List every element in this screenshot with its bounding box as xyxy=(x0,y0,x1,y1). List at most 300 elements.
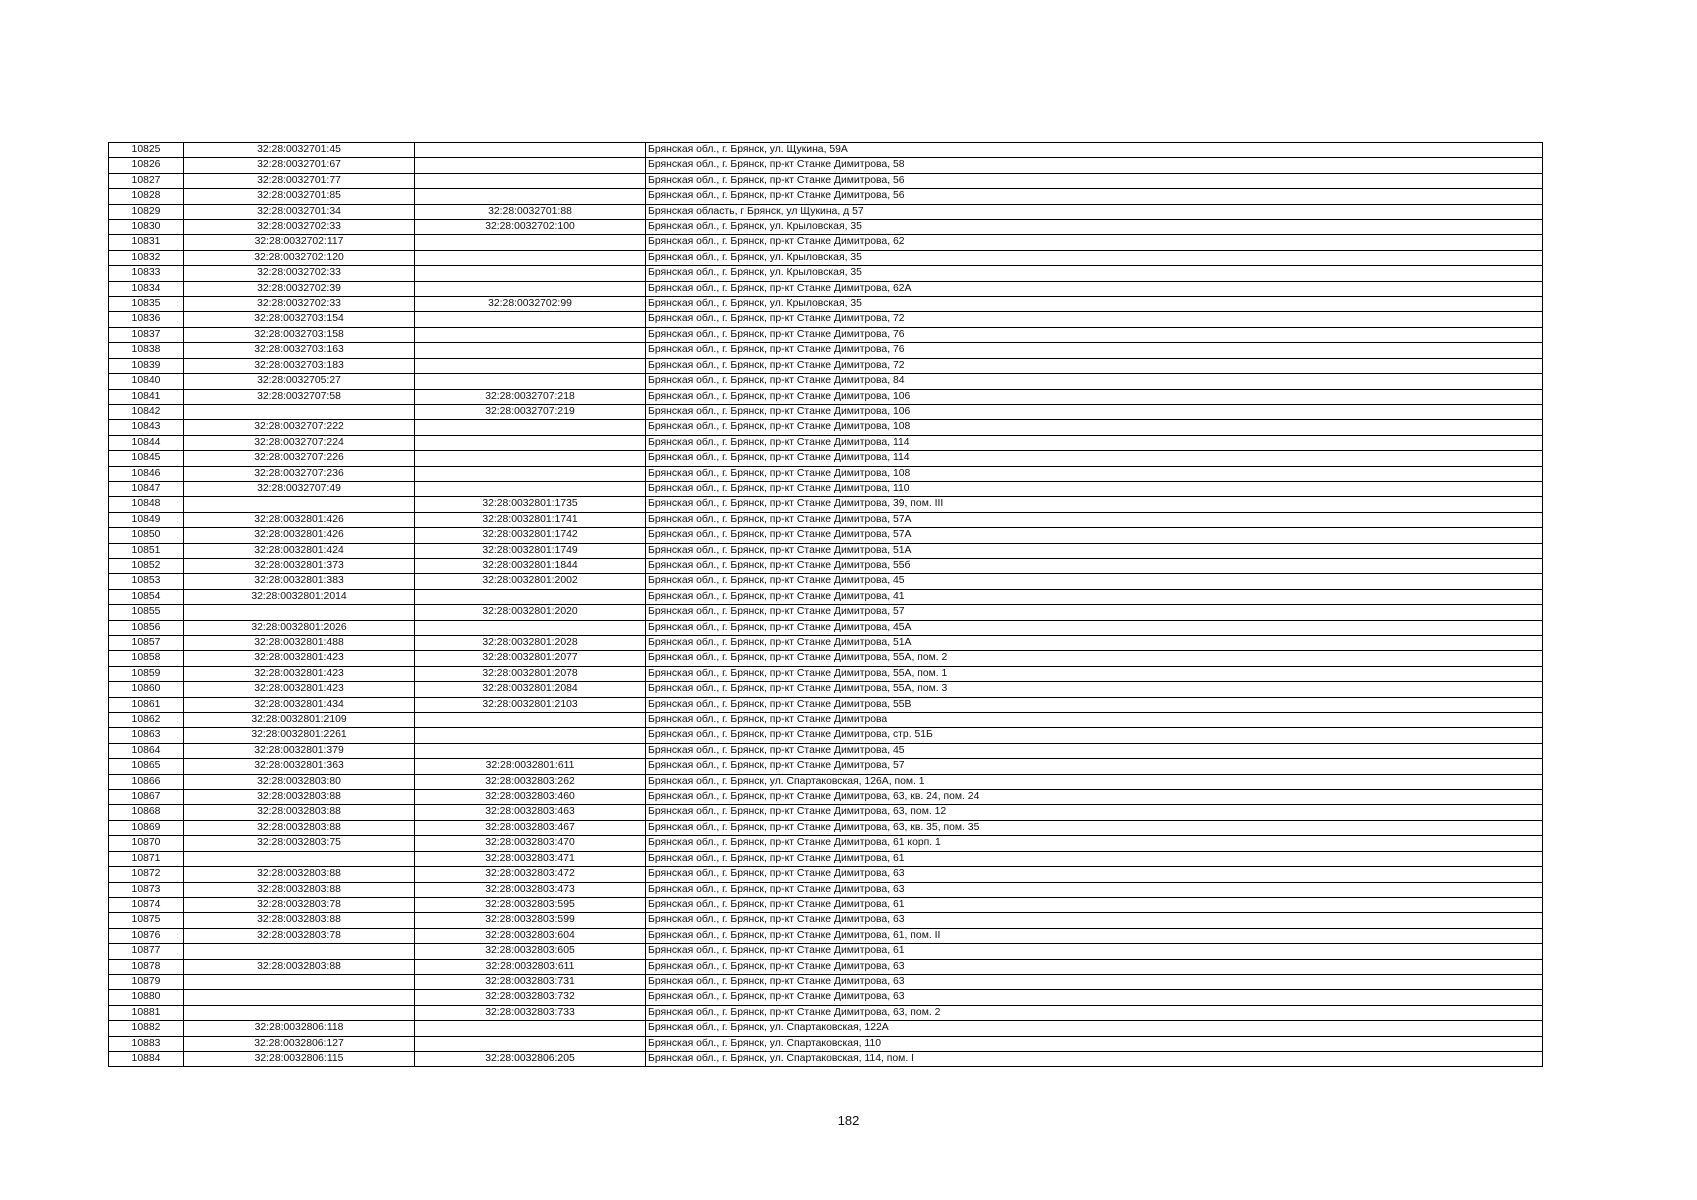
address-cell: Брянская обл., г. Брянск, пр-кт Станке Димитрова, 63, кв. 24, пом. 24 xyxy=(646,790,1543,805)
land-cadastral-number-cell: 32:28:0032702:33 xyxy=(184,297,415,312)
land-cadastral-number-cell: 32:28:0032803:88 xyxy=(184,867,415,882)
land-cadastral-number-cell xyxy=(184,990,415,1005)
address-cell: Брянская обл., г. Брянск, пр-кт Станке Димитрова, 84 xyxy=(646,374,1543,389)
table-row xyxy=(109,435,1543,450)
land-cadastral-number-cell: 32:28:0032701:45 xyxy=(184,143,415,158)
table-row xyxy=(109,327,1543,342)
address-cell: Брянская обл., г. Брянск, пр-кт Станке Димитрова, 63 xyxy=(646,882,1543,897)
object-cadastral-number-cell: 32:28:0032803:595 xyxy=(415,897,646,912)
row-number-cell: 10844 xyxy=(109,435,184,450)
row-number-cell: 10870 xyxy=(109,836,184,851)
row-number-cell: 10857 xyxy=(109,636,184,651)
land-cadastral-number-cell: 32:28:0032801:363 xyxy=(184,759,415,774)
object-cadastral-number-cell xyxy=(415,713,646,728)
row-number-cell: 10880 xyxy=(109,990,184,1005)
object-cadastral-number-cell: 32:28:0032803:604 xyxy=(415,928,646,943)
row-number-cell: 10825 xyxy=(109,143,184,158)
table-row xyxy=(109,1021,1543,1036)
object-cadastral-number-cell: 32:28:0032803:605 xyxy=(415,944,646,959)
address-cell: Брянская обл., г. Брянск, ул. Спартаковская, 110 xyxy=(646,1036,1543,1051)
land-cadastral-number-cell: 32:28:0032803:88 xyxy=(184,959,415,974)
address-cell: Брянская обл., г. Брянск, пр-кт Станке Димитрова, 55А, пом. 1 xyxy=(646,666,1543,681)
table-row xyxy=(109,620,1543,635)
land-cadastral-number-cell: 32:28:0032701:34 xyxy=(184,204,415,219)
object-cadastral-number-cell xyxy=(415,173,646,188)
land-cadastral-number-cell: 32:28:0032707:222 xyxy=(184,420,415,435)
address-cell: Брянская обл., г. Брянск, пр-кт Станке Димитрова, 62 xyxy=(646,235,1543,250)
object-cadastral-number-cell: 32:28:0032801:1735 xyxy=(415,497,646,512)
object-cadastral-number-cell: 32:28:0032801:2078 xyxy=(415,666,646,681)
address-cell: Брянская обл., г. Брянск, пр-кт Станке Димитрова, 57 xyxy=(646,759,1543,774)
table-row xyxy=(109,404,1543,419)
land-cadastral-number-cell: 32:28:0032803:88 xyxy=(184,790,415,805)
table-row xyxy=(109,374,1543,389)
table-row xyxy=(109,512,1543,527)
land-cadastral-number-cell: 32:28:0032801:2109 xyxy=(184,713,415,728)
table-row xyxy=(109,713,1543,728)
land-cadastral-number-cell: 32:28:0032803:88 xyxy=(184,805,415,820)
land-cadastral-number-cell: 32:28:0032806:115 xyxy=(184,1051,415,1066)
table-row xyxy=(109,574,1543,589)
address-cell: Брянская обл., г. Брянск, ул. Спартаковская, 122А xyxy=(646,1021,1543,1036)
land-cadastral-number-cell xyxy=(184,1005,415,1020)
address-cell: Брянская обл., г. Брянск, пр-кт Станке Димитрова, 63 xyxy=(646,990,1543,1005)
table-row xyxy=(109,528,1543,543)
address-cell: Брянская обл., г. Брянск, пр-кт Станке Димитрова, 108 xyxy=(646,420,1543,435)
table-row xyxy=(109,451,1543,466)
table-row xyxy=(109,728,1543,743)
address-cell: Брянская обл., г. Брянск, пр-кт Станке Димитрова, 63 xyxy=(646,867,1543,882)
row-number-cell: 10869 xyxy=(109,820,184,835)
table-row xyxy=(109,790,1543,805)
land-cadastral-number-cell: 32:28:0032806:118 xyxy=(184,1021,415,1036)
address-cell: Брянская обл., г. Брянск, пр-кт Станке Димитрова, 51А xyxy=(646,543,1543,558)
row-number-cell: 10850 xyxy=(109,528,184,543)
address-cell: Брянская обл., г. Брянск, пр-кт Станке Димитрова, 61, пом. II xyxy=(646,928,1543,943)
row-number-cell: 10832 xyxy=(109,250,184,265)
object-cadastral-number-cell xyxy=(415,620,646,635)
land-cadastral-number-cell: 32:28:0032707:58 xyxy=(184,389,415,404)
table-row xyxy=(109,558,1543,573)
object-cadastral-number-cell: 32:28:0032707:219 xyxy=(415,404,646,419)
table-row xyxy=(109,389,1543,404)
table-row xyxy=(109,204,1543,219)
table-row xyxy=(109,281,1543,296)
table-row xyxy=(109,358,1543,373)
object-cadastral-number-cell: 32:28:0032803:472 xyxy=(415,867,646,882)
land-cadastral-number-cell: 32:28:0032801:423 xyxy=(184,666,415,681)
object-cadastral-number-cell xyxy=(415,158,646,173)
address-cell: Брянская обл., г. Брянск, пр-кт Станке Димитрова, 63 xyxy=(646,913,1543,928)
object-cadastral-number-cell: 32:28:0032707:218 xyxy=(415,389,646,404)
table-row xyxy=(109,250,1543,265)
row-number-cell: 10871 xyxy=(109,851,184,866)
table-row xyxy=(109,697,1543,712)
table-row xyxy=(109,974,1543,989)
address-cell: Брянская обл., г. Брянск, пр-кт Станке Димитрова, 57А xyxy=(646,528,1543,543)
table-row xyxy=(109,666,1543,681)
object-cadastral-number-cell xyxy=(415,358,646,373)
land-cadastral-number-cell: 32:28:0032803:88 xyxy=(184,913,415,928)
object-cadastral-number-cell xyxy=(415,435,646,450)
row-number-cell: 10833 xyxy=(109,266,184,281)
table-row xyxy=(109,944,1543,959)
object-cadastral-number-cell: 32:28:0032801:2028 xyxy=(415,636,646,651)
land-cadastral-number-cell: 32:28:0032803:78 xyxy=(184,897,415,912)
cadastral-table xyxy=(108,142,1543,1067)
land-cadastral-number-cell: 32:28:0032803:88 xyxy=(184,820,415,835)
land-cadastral-number-cell: 32:28:0032801:373 xyxy=(184,558,415,573)
object-cadastral-number-cell: 32:28:0032803:460 xyxy=(415,790,646,805)
address-cell: Брянская обл., г. Брянск, пр-кт Станке Димитрова, 45 xyxy=(646,743,1543,758)
land-cadastral-number-cell: 32:28:0032701:85 xyxy=(184,189,415,204)
land-cadastral-number-cell: 32:28:0032707:49 xyxy=(184,481,415,496)
table-row xyxy=(109,805,1543,820)
address-cell: Брянская обл., г. Брянск, ул. Крыловская, 35 xyxy=(646,297,1543,312)
object-cadastral-number-cell: 32:28:0032806:205 xyxy=(415,1051,646,1066)
object-cadastral-number-cell xyxy=(415,266,646,281)
land-cadastral-number-cell: 32:28:0032703:158 xyxy=(184,327,415,342)
object-cadastral-number-cell: 32:28:0032801:2020 xyxy=(415,605,646,620)
table-row xyxy=(109,173,1543,188)
table-row xyxy=(109,420,1543,435)
page-number: 182 xyxy=(837,1113,860,1128)
object-cadastral-number-cell: 32:28:0032801:1741 xyxy=(415,512,646,527)
row-number-cell: 10837 xyxy=(109,327,184,342)
row-number-cell: 10849 xyxy=(109,512,184,527)
address-cell: Брянская обл., г. Брянск, пр-кт Станке Димитрова, 55б xyxy=(646,558,1543,573)
row-number-cell: 10845 xyxy=(109,451,184,466)
row-number-cell: 10863 xyxy=(109,728,184,743)
address-cell: Брянская обл., г. Брянск, пр-кт Станке Димитрова xyxy=(646,713,1543,728)
address-cell: Брянская обл., г. Брянск, пр-кт Станке Димитрова, 55В xyxy=(646,697,1543,712)
row-number-cell: 10852 xyxy=(109,558,184,573)
row-number-cell: 10841 xyxy=(109,389,184,404)
land-cadastral-number-cell: 32:28:0032803:78 xyxy=(184,928,415,943)
address-cell: Брянская обл., г. Брянск, пр-кт Станке Димитрова, 56 xyxy=(646,173,1543,188)
row-number-cell: 10883 xyxy=(109,1036,184,1051)
land-cadastral-number-cell: 32:28:0032707:226 xyxy=(184,451,415,466)
land-cadastral-number-cell: 32:28:0032703:183 xyxy=(184,358,415,373)
table-row xyxy=(109,589,1543,604)
row-number-cell: 10830 xyxy=(109,220,184,235)
table-row xyxy=(109,235,1543,250)
land-cadastral-number-cell: 32:28:0032702:39 xyxy=(184,281,415,296)
address-cell: Брянская обл., г. Брянск, ул. Крыловская, 35 xyxy=(646,220,1543,235)
address-cell: Брянская обл., г. Брянск, ул. Крыловская, 35 xyxy=(646,266,1543,281)
land-cadastral-number-cell: 32:28:0032707:224 xyxy=(184,435,415,450)
address-cell: Брянская обл., г. Брянск, ул. Крыловская, 35 xyxy=(646,250,1543,265)
object-cadastral-number-cell xyxy=(415,143,646,158)
row-number-cell: 10873 xyxy=(109,882,184,897)
address-cell: Брянская обл., г. Брянск, пр-кт Станке Димитрова, 61 xyxy=(646,851,1543,866)
address-cell: Брянская обл., г. Брянск, пр-кт Станке Димитрова, 45 xyxy=(646,574,1543,589)
table-row xyxy=(109,543,1543,558)
table-row xyxy=(109,312,1543,327)
object-cadastral-number-cell: 32:28:0032803:463 xyxy=(415,805,646,820)
object-cadastral-number-cell xyxy=(415,1036,646,1051)
table-row xyxy=(109,851,1543,866)
land-cadastral-number-cell xyxy=(184,497,415,512)
land-cadastral-number-cell: 32:28:0032803:88 xyxy=(184,882,415,897)
object-cadastral-number-cell: 32:28:0032803:731 xyxy=(415,974,646,989)
object-cadastral-number-cell: 32:28:0032803:599 xyxy=(415,913,646,928)
object-cadastral-number-cell xyxy=(415,281,646,296)
address-cell: Брянская обл., г. Брянск, ул. Спартаковская, 114, пом. I xyxy=(646,1051,1543,1066)
land-cadastral-number-cell: 32:28:0032801:426 xyxy=(184,512,415,527)
table-row xyxy=(109,959,1543,974)
table-row xyxy=(109,897,1543,912)
row-number-cell: 10884 xyxy=(109,1051,184,1066)
object-cadastral-number-cell xyxy=(415,466,646,481)
row-number-cell: 10862 xyxy=(109,713,184,728)
object-cadastral-number-cell xyxy=(415,743,646,758)
land-cadastral-number-cell: 32:28:0032803:75 xyxy=(184,836,415,851)
table-row xyxy=(109,867,1543,882)
table-row xyxy=(109,743,1543,758)
address-cell: Брянская обл., г. Брянск, пр-кт Станке Димитрова, 58 xyxy=(646,158,1543,173)
object-cadastral-number-cell: 32:28:0032803:732 xyxy=(415,990,646,1005)
table-row xyxy=(109,651,1543,666)
object-cadastral-number-cell: 32:28:0032702:99 xyxy=(415,297,646,312)
address-cell: Брянская обл., г. Брянск, пр-кт Станке Димитрова, 106 xyxy=(646,404,1543,419)
address-cell: Брянская обл., г. Брянск, пр-кт Станке Димитрова, 110 xyxy=(646,481,1543,496)
object-cadastral-number-cell: 32:28:0032803:467 xyxy=(415,820,646,835)
land-cadastral-number-cell: 32:28:0032703:154 xyxy=(184,312,415,327)
object-cadastral-number-cell xyxy=(415,728,646,743)
land-cadastral-number-cell: 32:28:0032702:33 xyxy=(184,266,415,281)
row-number-cell: 10853 xyxy=(109,574,184,589)
address-cell: Брянская область, г Брянск, ул Щукина, д 57 xyxy=(646,204,1543,219)
row-number-cell: 10836 xyxy=(109,312,184,327)
address-cell: Брянская обл., г. Брянск, пр-кт Станке Димитрова, 41 xyxy=(646,589,1543,604)
object-cadastral-number-cell: 32:28:0032803:473 xyxy=(415,882,646,897)
object-cadastral-number-cell xyxy=(415,343,646,358)
row-number-cell: 10877 xyxy=(109,944,184,959)
row-number-cell: 10854 xyxy=(109,589,184,604)
table-row xyxy=(109,266,1543,281)
table-row xyxy=(109,1051,1543,1066)
object-cadastral-number-cell xyxy=(415,327,646,342)
table-row xyxy=(109,143,1543,158)
address-cell: Брянская обл., г. Брянск, пр-кт Станке Димитрова, 63 xyxy=(646,959,1543,974)
table-row xyxy=(109,990,1543,1005)
row-number-cell: 10839 xyxy=(109,358,184,373)
address-cell: Брянская обл., г. Брянск, пр-кт Станке Димитрова, 72 xyxy=(646,358,1543,373)
address-cell: Брянская обл., г. Брянск, пр-кт Станке Димитрова, 76 xyxy=(646,327,1543,342)
row-number-cell: 10840 xyxy=(109,374,184,389)
table-row xyxy=(109,682,1543,697)
address-cell: Брянская обл., г. Брянск, пр-кт Станке Димитрова, 61 xyxy=(646,944,1543,959)
object-cadastral-number-cell xyxy=(415,481,646,496)
row-number-cell: 10856 xyxy=(109,620,184,635)
object-cadastral-number-cell xyxy=(415,589,646,604)
land-cadastral-number-cell: 32:28:0032702:117 xyxy=(184,235,415,250)
object-cadastral-number-cell: 32:28:0032801:2077 xyxy=(415,651,646,666)
table-row xyxy=(109,497,1543,512)
row-number-cell: 10865 xyxy=(109,759,184,774)
row-number-cell: 10872 xyxy=(109,867,184,882)
address-cell: Брянская обл., г. Брянск, пр-кт Станке Димитрова, 63, пом. 2 xyxy=(646,1005,1543,1020)
table-row xyxy=(109,466,1543,481)
row-number-cell: 10838 xyxy=(109,343,184,358)
land-cadastral-number-cell: 32:28:0032702:33 xyxy=(184,220,415,235)
object-cadastral-number-cell: 32:28:0032801:2103 xyxy=(415,697,646,712)
row-number-cell: 10855 xyxy=(109,605,184,620)
object-cadastral-number-cell xyxy=(415,1021,646,1036)
land-cadastral-number-cell: 32:28:0032801:426 xyxy=(184,528,415,543)
address-cell: Брянская обл., г. Брянск, пр-кт Станке Димитрова, 57А xyxy=(646,512,1543,527)
table-body xyxy=(109,143,1543,1067)
table-row xyxy=(109,820,1543,835)
address-cell: Брянская обл., г. Брянск, ул. Щукина, 59А xyxy=(646,143,1543,158)
land-cadastral-number-cell: 32:28:0032801:379 xyxy=(184,743,415,758)
address-cell: Брянская обл., г. Брянск, пр-кт Станке Димитрова, 63, кв. 35, пом. 35 xyxy=(646,820,1543,835)
address-cell: Брянская обл., г. Брянск, пр-кт Станке Димитрова, 51А xyxy=(646,636,1543,651)
row-number-cell: 10861 xyxy=(109,697,184,712)
address-cell: Брянская обл., г. Брянск, пр-кт Станке Димитрова, 55А, пом. 2 xyxy=(646,651,1543,666)
land-cadastral-number-cell: 32:28:0032801:424 xyxy=(184,543,415,558)
land-cadastral-number-cell: 32:28:0032707:236 xyxy=(184,466,415,481)
object-cadastral-number-cell: 32:28:0032801:2002 xyxy=(415,574,646,589)
land-cadastral-number-cell: 32:28:0032801:423 xyxy=(184,682,415,697)
table-row xyxy=(109,1036,1543,1051)
row-number-cell: 10866 xyxy=(109,774,184,789)
table-row xyxy=(109,774,1543,789)
land-cadastral-number-cell: 32:28:0032801:423 xyxy=(184,651,415,666)
table-row xyxy=(109,481,1543,496)
row-number-cell: 10848 xyxy=(109,497,184,512)
table-row xyxy=(109,605,1543,620)
row-number-cell: 10851 xyxy=(109,543,184,558)
row-number-cell: 10882 xyxy=(109,1021,184,1036)
address-cell: Брянская обл., г. Брянск, пр-кт Станке Димитрова, 39, пом. III xyxy=(646,497,1543,512)
address-cell: Брянская обл., г. Брянск, пр-кт Станке Димитрова, 62А xyxy=(646,281,1543,296)
row-number-cell: 10831 xyxy=(109,235,184,250)
address-cell: Брянская обл., г. Брянск, пр-кт Станке Димитрова, 56 xyxy=(646,189,1543,204)
table-row xyxy=(109,759,1543,774)
address-cell: Брянская обл., г. Брянск, пр-кт Станке Димитрова, 45А xyxy=(646,620,1543,635)
table-row xyxy=(109,158,1543,173)
table-row xyxy=(109,220,1543,235)
row-number-cell: 10847 xyxy=(109,481,184,496)
row-number-cell: 10867 xyxy=(109,790,184,805)
object-cadastral-number-cell: 32:28:0032803:471 xyxy=(415,851,646,866)
land-cadastral-number-cell xyxy=(184,605,415,620)
object-cadastral-number-cell: 32:28:0032801:611 xyxy=(415,759,646,774)
land-cadastral-number-cell xyxy=(184,944,415,959)
land-cadastral-number-cell: 32:28:0032705:27 xyxy=(184,374,415,389)
row-number-cell: 10881 xyxy=(109,1005,184,1020)
address-cell: Брянская обл., г. Брянск, пр-кт Станке Димитрова, 108 xyxy=(646,466,1543,481)
row-number-cell: 10878 xyxy=(109,959,184,974)
object-cadastral-number-cell xyxy=(415,374,646,389)
object-cadastral-number-cell: 32:28:0032801:1749 xyxy=(415,543,646,558)
table-row xyxy=(109,913,1543,928)
object-cadastral-number-cell: 32:28:0032801:1742 xyxy=(415,528,646,543)
object-cadastral-number-cell: 32:28:0032701:88 xyxy=(415,204,646,219)
object-cadastral-number-cell: 32:28:0032803:611 xyxy=(415,959,646,974)
land-cadastral-number-cell xyxy=(184,974,415,989)
row-number-cell: 10842 xyxy=(109,404,184,419)
object-cadastral-number-cell xyxy=(415,312,646,327)
row-number-cell: 10868 xyxy=(109,805,184,820)
object-cadastral-number-cell xyxy=(415,420,646,435)
row-number-cell: 10843 xyxy=(109,420,184,435)
address-cell: Брянская обл., г. Брянск, пр-кт Станке Димитрова, 61 корп. 1 xyxy=(646,836,1543,851)
land-cadastral-number-cell: 32:28:0032801:2014 xyxy=(184,589,415,604)
address-cell: Брянская обл., г. Брянск, пр-кт Станке Димитрова, 57 xyxy=(646,605,1543,620)
land-cadastral-number-cell: 32:28:0032803:80 xyxy=(184,774,415,789)
address-cell: Брянская обл., г. Брянск, пр-кт Станке Димитрова, 63, пом. 12 xyxy=(646,805,1543,820)
table-row xyxy=(109,882,1543,897)
row-number-cell: 10864 xyxy=(109,743,184,758)
object-cadastral-number-cell xyxy=(415,451,646,466)
row-number-cell: 10828 xyxy=(109,189,184,204)
table-row xyxy=(109,636,1543,651)
land-cadastral-number-cell xyxy=(184,851,415,866)
object-cadastral-number-cell: 32:28:0032801:2084 xyxy=(415,682,646,697)
row-number-cell: 10876 xyxy=(109,928,184,943)
address-cell: Брянская обл., г. Брянск, пр-кт Станке Димитрова, 63 xyxy=(646,974,1543,989)
address-cell: Брянская обл., г. Брянск, пр-кт Станке Димитрова, 72 xyxy=(646,312,1543,327)
row-number-cell: 10860 xyxy=(109,682,184,697)
table-row xyxy=(109,836,1543,851)
land-cadastral-number-cell: 32:28:0032701:77 xyxy=(184,173,415,188)
land-cadastral-number-cell xyxy=(184,404,415,419)
row-number-cell: 10846 xyxy=(109,466,184,481)
address-cell: Брянская обл., г. Брянск, ул. Спартаковская, 126А, пом. 1 xyxy=(646,774,1543,789)
land-cadastral-number-cell: 32:28:0032702:120 xyxy=(184,250,415,265)
row-number-cell: 10827 xyxy=(109,173,184,188)
land-cadastral-number-cell: 32:28:0032801:2026 xyxy=(184,620,415,635)
row-number-cell: 10826 xyxy=(109,158,184,173)
table-row xyxy=(109,343,1543,358)
address-cell: Брянская обл., г. Брянск, пр-кт Станке Димитрова, 114 xyxy=(646,435,1543,450)
land-cadastral-number-cell: 32:28:0032801:383 xyxy=(184,574,415,589)
object-cadastral-number-cell: 32:28:0032803:262 xyxy=(415,774,646,789)
row-number-cell: 10859 xyxy=(109,666,184,681)
object-cadastral-number-cell xyxy=(415,250,646,265)
object-cadastral-number-cell xyxy=(415,235,646,250)
row-number-cell: 10858 xyxy=(109,651,184,666)
land-cadastral-number-cell: 32:28:0032703:163 xyxy=(184,343,415,358)
row-number-cell: 10879 xyxy=(109,974,184,989)
row-number-cell: 10835 xyxy=(109,297,184,312)
land-cadastral-number-cell: 32:28:0032701:67 xyxy=(184,158,415,173)
address-cell: Брянская обл., г. Брянск, пр-кт Станке Димитрова, 106 xyxy=(646,389,1543,404)
table-row xyxy=(109,1005,1543,1020)
address-cell: Брянская обл., г. Брянск, пр-кт Станке Димитрова, 61 xyxy=(646,897,1543,912)
row-number-cell: 10829 xyxy=(109,204,184,219)
object-cadastral-number-cell: 32:28:0032801:1844 xyxy=(415,558,646,573)
address-cell: Брянская обл., г. Брянск, пр-кт Станке Димитрова, стр. 51Б xyxy=(646,728,1543,743)
table-row xyxy=(109,189,1543,204)
row-number-cell: 10834 xyxy=(109,281,184,296)
object-cadastral-number-cell: 32:28:0032702:100 xyxy=(415,220,646,235)
address-cell: Брянская обл., г. Брянск, пр-кт Станке Димитрова, 76 xyxy=(646,343,1543,358)
row-number-cell: 10875 xyxy=(109,913,184,928)
table-row xyxy=(109,928,1543,943)
object-cadastral-number-cell xyxy=(415,189,646,204)
land-cadastral-number-cell: 32:28:0032801:434 xyxy=(184,697,415,712)
object-cadastral-number-cell: 32:28:0032803:733 xyxy=(415,1005,646,1020)
land-cadastral-number-cell: 32:28:0032801:488 xyxy=(184,636,415,651)
object-cadastral-number-cell: 32:28:0032803:470 xyxy=(415,836,646,851)
land-cadastral-number-cell: 32:28:0032806:127 xyxy=(184,1036,415,1051)
table-row xyxy=(109,297,1543,312)
address-cell: Брянская обл., г. Брянск, пр-кт Станке Димитрова, 55А, пом. 3 xyxy=(646,682,1543,697)
